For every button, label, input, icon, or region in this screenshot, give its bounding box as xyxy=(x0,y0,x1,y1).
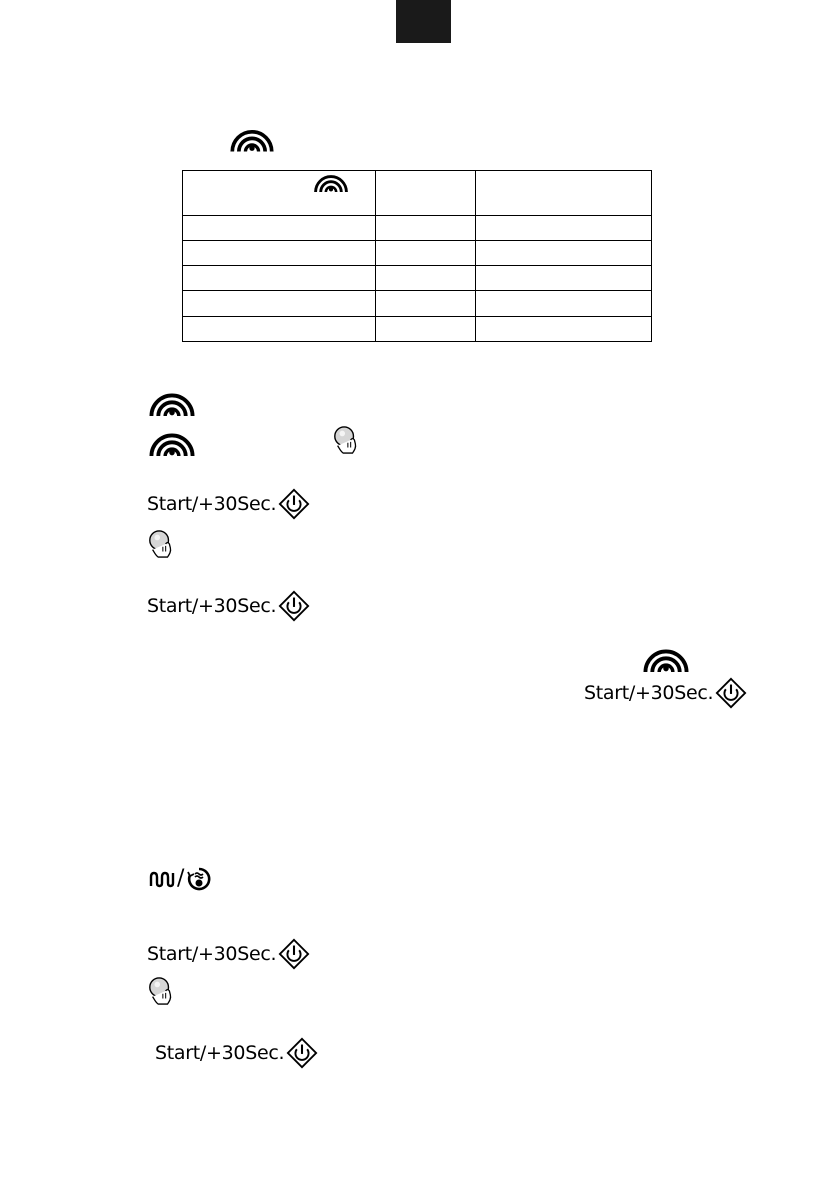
microwave-waves-icon xyxy=(229,126,275,154)
dial-knob-icon[interactable] xyxy=(332,424,360,456)
table-cell xyxy=(376,215,476,240)
table-cell xyxy=(476,266,652,291)
dial-knob-icon[interactable] xyxy=(147,975,175,1007)
start-30sec-button[interactable] xyxy=(147,590,310,622)
table-cell xyxy=(183,316,376,341)
start-30sec-button[interactable] xyxy=(155,1037,318,1069)
start-power-icon xyxy=(286,1037,318,1069)
start-30sec-button[interactable] xyxy=(147,488,310,520)
start-button-label: Start/+30Sec. xyxy=(584,681,714,704)
start-button-label: Start/+30Sec. xyxy=(155,1041,285,1064)
microwave-waves-icon xyxy=(148,390,196,418)
table-row xyxy=(183,266,652,291)
table-row xyxy=(183,316,652,341)
start-power-icon xyxy=(278,488,310,520)
microwave-waves-icon xyxy=(642,646,690,674)
table-cell xyxy=(376,291,476,316)
table-cell xyxy=(376,266,476,291)
table-cell xyxy=(476,215,652,240)
table-header-cell xyxy=(476,171,652,216)
microwave-waves-icon xyxy=(313,172,349,194)
table-cell xyxy=(183,240,376,265)
table-cell xyxy=(476,291,652,316)
start-button-label: Start/+30Sec. xyxy=(147,594,277,617)
table-header-cell xyxy=(376,171,476,216)
power-level-table xyxy=(182,170,652,342)
dial-knob-icon[interactable] xyxy=(147,528,175,560)
start-30sec-button[interactable] xyxy=(584,677,747,709)
grill-combi-button[interactable] xyxy=(149,866,212,892)
start-button-label: Start/+30Sec. xyxy=(147,942,277,965)
combination-icon xyxy=(186,866,212,892)
start-button-label: Start/+30Sec. xyxy=(147,492,277,515)
table-row xyxy=(183,291,652,316)
grill-icon xyxy=(149,869,175,889)
table-header-row xyxy=(183,171,652,216)
table-cell xyxy=(183,266,376,291)
table-row xyxy=(183,215,652,240)
page-tab-marker xyxy=(396,0,451,43)
start-power-icon xyxy=(278,938,310,970)
table-cell xyxy=(376,316,476,341)
table-cell xyxy=(476,316,652,341)
grill-separator: / xyxy=(177,866,185,891)
start-power-icon xyxy=(278,590,310,622)
start-30sec-button[interactable] xyxy=(147,938,310,970)
microwave-waves-icon xyxy=(148,430,196,458)
table-cell xyxy=(376,240,476,265)
table-cell xyxy=(476,240,652,265)
table-cell xyxy=(183,215,376,240)
table-header-cell xyxy=(183,171,376,216)
table-row xyxy=(183,240,652,265)
start-power-icon xyxy=(715,677,747,709)
table-cell xyxy=(183,291,376,316)
